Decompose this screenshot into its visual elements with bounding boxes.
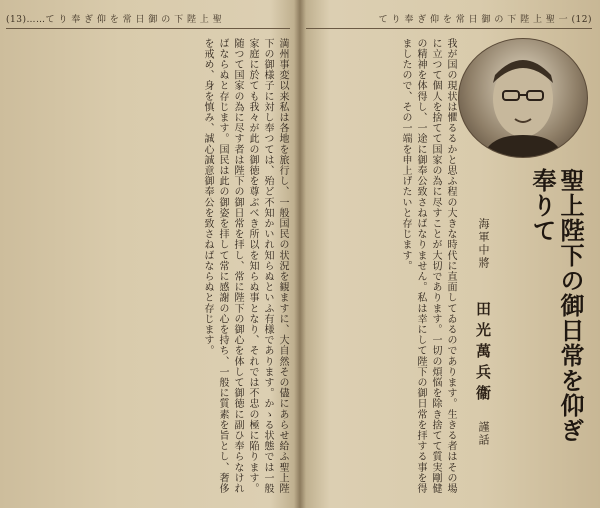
author-rank: 海軍中將 [477, 218, 490, 270]
author-name: 田光萬兵衞 [474, 301, 492, 406]
article-title: 聖上陛下の御日常を仰ぎ 奉りて [528, 168, 585, 443]
right-body-text: 我が国の現状は懼るるかと思ふ程の大きな時代に直面してゐるのであります。生きる者はその場に立つて個人を捨てて国家の為に尽すことが大切であります。一切の煩悩を除き捨てて質実剛健の精神を体得し、一途に御奉公致さねばなりません。私は幸にして陛下の御日常を拝する事を得ましたので、その一端を申上げたいと存じます。 [400, 38, 456, 494]
left-body-text: 満州事変以来私は各地を旅行し、一般国民の状況を観ますに、大自然その儘にあらせ給ふ聖上陛下の御様子に対し奉つては、殆ど不知かいれ知らぬといふ有様であります。かゝる状態では一般家庭に於ても我々が此の御徳を尊ぶべき所以を知らぬ事となり、それでは不忠の極に陥ります。随つて国家の為に尽す者は陛下の御日常を拝し、常に陛下の御心を体して御徳に副ひ奉らなければならぬと存じます。国民は此の御姿を拝して常に感謝の心を持ち、一般に質素を旨とし、奢侈を戒め、身を慎み、誠心誠意御奉公を致さねばならぬと存じます。 [202, 38, 288, 494]
portrait-icon [459, 39, 587, 157]
right-page [302, 0, 600, 508]
left-page [0, 0, 298, 508]
right-running-header: て り 奉 ぎ 仰 を 常 日 御 の 下 陛 上 聖 一 (12) [306, 12, 592, 29]
author-portrait [458, 38, 588, 158]
left-running-header: (13)……て り 奉 ぎ 仰 を 常 日 御 の 下 陛 上 聖 [6, 12, 290, 29]
author-suffix: 謹話 [477, 421, 490, 447]
author-byline [472, 218, 494, 488]
